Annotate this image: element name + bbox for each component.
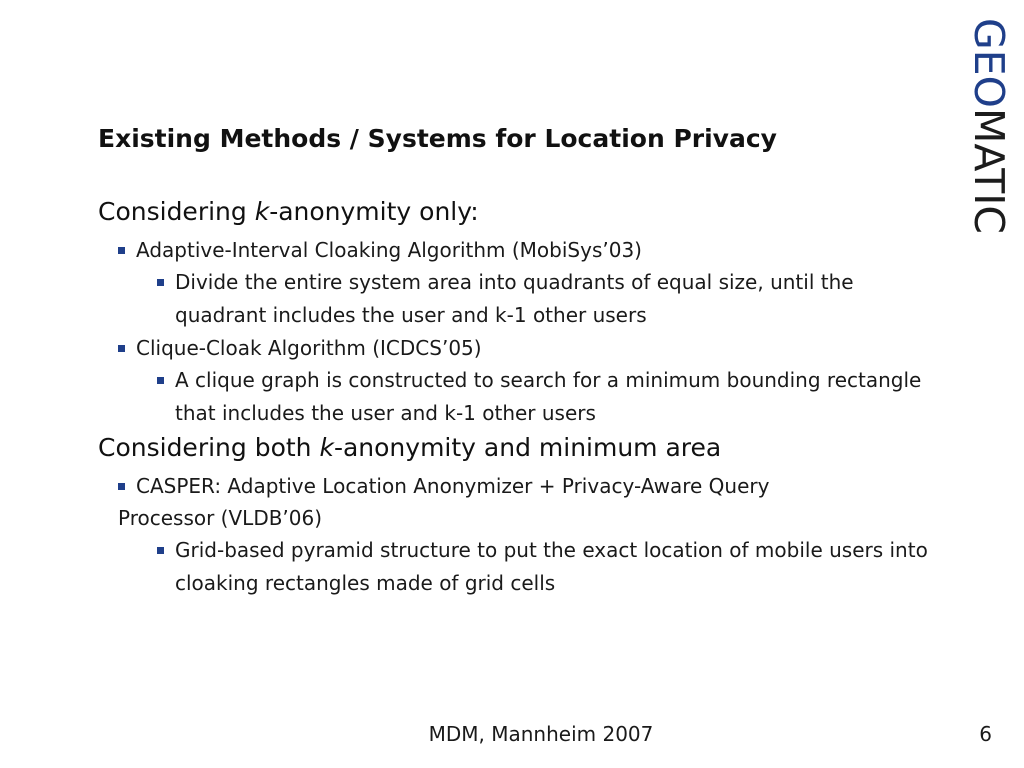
square-bullet-icon [118, 247, 125, 254]
square-bullet-icon [157, 377, 164, 384]
sub-bullet-item: Divide the entire system area into quadrants of equal size, until the quadrant includes the user and k-1 other users [98, 266, 935, 332]
section-heading-k-anonymity-area: Considering both k-anonymity and minimum area [98, 433, 722, 462]
slide-body [98, 192, 938, 600]
footer-text: MDM, Mannheim 2007 [428, 722, 654, 746]
slide-title: Existing Methods / Systems for Location Privacy [98, 124, 777, 153]
square-bullet-icon [157, 547, 164, 554]
square-bullet-icon [118, 345, 125, 352]
logo-matic-text: MATIC [965, 107, 1013, 234]
section-heading-k-anonymity: Considering k-anonymity only: [98, 197, 479, 226]
sub-bullet-item: Grid-based pyramid structure to put the exact location of mobile users into cloaking rectangles made of grid cells [98, 534, 935, 600]
bullet-item: Clique-Cloak Algorithm (ICDCS’05) [98, 332, 938, 364]
square-bullet-icon [118, 483, 125, 490]
square-bullet-icon [157, 279, 164, 286]
logo-geo-text: GEO [965, 18, 1013, 108]
sub-bullet-item: A clique graph is constructed to search for a minimum bounding rectangle that includes the user and k-1 other users [98, 364, 935, 430]
bullet-item: CASPER: Adaptive Location Anonymizer + Privacy-Aware Query Processor (VLDB’06) [118, 474, 770, 530]
bullet-item: Adaptive-Interval Cloaking Algorithm (MobiSys’03) [98, 234, 938, 266]
geomatic-logo [966, 18, 1012, 263]
page-number: 6 [979, 722, 992, 746]
